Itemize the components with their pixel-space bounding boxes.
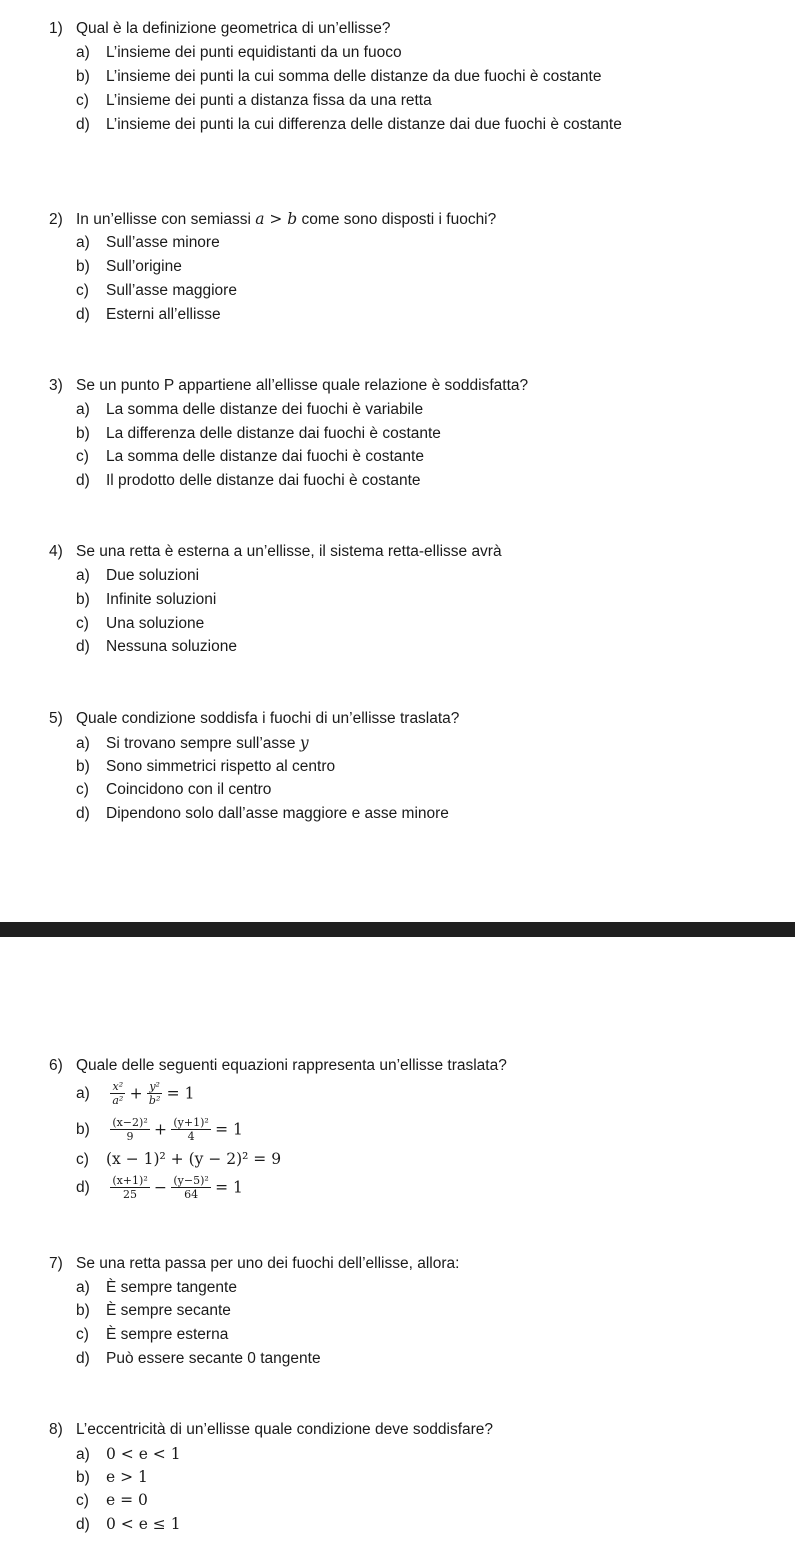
option-text: Sono simmetrici rispetto al centro	[106, 758, 336, 775]
question-7-option-b	[76, 1302, 231, 1320]
question-number: 7)	[49, 1255, 63, 1272]
option-text: L’insieme dei punti la cui differenza delle distanze dai due fuochi è costante	[106, 116, 622, 133]
option-text: Esterni all’ellisse	[106, 306, 221, 323]
option-letter: c)	[76, 781, 89, 798]
option-letter: b)	[76, 1302, 90, 1319]
question-3-option-b	[76, 425, 441, 443]
option-letter: a)	[76, 401, 90, 418]
math-variable: y	[299, 734, 309, 752]
question-text: Se un punto P appartiene all’ellisse quale relazione è soddisfatta?	[76, 377, 529, 394]
option-text: Dipendono solo dall’asse maggiore e asse minore	[106, 805, 449, 822]
equation-rhs: = 1	[166, 1084, 195, 1103]
option-letter: d)	[76, 1350, 90, 1367]
fraction	[171, 1174, 210, 1201]
question-6-option-d	[76, 1174, 243, 1201]
question-number: 4)	[49, 543, 63, 560]
option-letter: d)	[76, 116, 90, 133]
question-3-option-c	[76, 448, 424, 466]
question-8-option-a	[76, 1445, 181, 1464]
option-equation: (x − 1)² + (y − 2)² = 9	[106, 1150, 282, 1168]
question-text: Quale condizione soddisfa i fuochi di un’ellisse traslata?	[76, 710, 460, 727]
option-text: Può essere secante 0 tangente	[106, 1350, 321, 1367]
option-letter: b)	[76, 258, 90, 275]
option-letter: c)	[76, 448, 89, 465]
fraction-denominator: b²	[148, 1094, 161, 1107]
option-letter: b)	[76, 591, 90, 608]
option-letter: c)	[76, 92, 89, 109]
option-letter: a)	[76, 567, 90, 584]
option-letter: a)	[76, 735, 90, 752]
question-1-option-b	[76, 68, 601, 86]
option-text: È sempre secante	[106, 1302, 231, 1319]
option-inequality: e = 0	[106, 1491, 148, 1509]
question-5-option-c	[76, 781, 271, 799]
option-letter: d)	[76, 472, 90, 489]
question-text-continued: come sono disposti i fuochi?	[301, 211, 497, 228]
question-1-option-c	[76, 92, 432, 110]
option-text: Nessuna soluzione	[106, 638, 237, 655]
question-2-title	[49, 210, 496, 229]
option-letter: a)	[76, 1279, 90, 1296]
question-6-title	[49, 1057, 507, 1075]
option-text: Coincidono con il centro	[106, 781, 272, 798]
option-letter: c)	[76, 1492, 89, 1509]
fraction	[110, 1116, 149, 1143]
question-4-option-a	[76, 567, 199, 585]
question-6-option-b	[76, 1116, 243, 1143]
question-1-option-d	[76, 116, 622, 134]
question-number: 2)	[49, 211, 63, 228]
option-letter: c)	[76, 615, 89, 632]
fraction-numerator: x²	[110, 1080, 125, 1094]
option-letter: c)	[76, 282, 89, 299]
option-text: La somma delle distanze dei fuochi è variabile	[106, 401, 424, 418]
option-letter: b)	[76, 758, 90, 775]
operator: +	[154, 1120, 168, 1139]
option-letter: d)	[76, 638, 90, 655]
fraction	[171, 1116, 210, 1143]
option-text: L’insieme dei punti a distanza fissa da una retta	[106, 92, 432, 109]
option-inequality: e > 1	[106, 1468, 148, 1486]
question-3-option-d	[76, 472, 421, 490]
operator: −	[154, 1178, 168, 1197]
question-7-option-d	[76, 1350, 321, 1368]
question-text: L’eccentricità di un’ellisse quale condizione deve soddisfare?	[76, 1421, 494, 1438]
question-4-option-b	[76, 591, 216, 609]
question-6-option-c	[76, 1150, 281, 1169]
option-text: Si trovano sempre sull’asse	[106, 735, 296, 752]
option-text: Infinite soluzioni	[106, 591, 217, 608]
fraction-numerator: (y−5)²	[173, 1174, 209, 1187]
question-1-option-a	[76, 44, 402, 62]
option-letter: a)	[76, 1446, 90, 1463]
option-letter: a)	[76, 1084, 90, 1102]
question-2-option-c	[76, 282, 237, 300]
question-8-title	[49, 1421, 493, 1439]
fraction-numerator: (x−2)²	[112, 1116, 148, 1129]
question-text: Se una retta è esterna a un’ellisse, il sistema retta-ellisse avrà	[76, 543, 502, 560]
question-number: 8)	[49, 1421, 63, 1438]
question-5-option-a	[76, 734, 309, 753]
option-text: La differenza delle distanze dai fuochi è costante	[106, 425, 441, 442]
question-8-option-d	[76, 1515, 181, 1534]
question-4-title	[49, 543, 502, 561]
fraction-denominator: 4	[187, 1130, 195, 1143]
question-3-option-a	[76, 401, 423, 419]
equation-rhs: = 1	[215, 1120, 243, 1139]
page-divider	[0, 922, 795, 937]
option-text: È sempre tangente	[106, 1279, 237, 1296]
option-letter: d)	[76, 306, 90, 323]
question-3-title	[49, 377, 528, 395]
question-number: 3)	[49, 377, 63, 394]
option-letter: c)	[76, 1326, 89, 1343]
option-text: Sull’asse maggiore	[106, 282, 237, 299]
question-number: 5)	[49, 710, 63, 727]
option-text: L’insieme dei punti la cui somma delle distanze da due fuochi è costante	[106, 68, 602, 85]
question-5-option-d	[76, 805, 449, 823]
equation-rhs: = 1	[215, 1178, 243, 1197]
math-expression: a > b	[255, 210, 298, 228]
option-letter: b)	[76, 68, 90, 85]
question-2-option-a	[76, 234, 220, 252]
question-7-option-a	[76, 1279, 237, 1297]
option-text: La somma delle distanze dai fuochi è costante	[106, 448, 424, 465]
question-text: Quale delle seguenti equazioni rappresenta un’ellisse traslata?	[76, 1057, 507, 1074]
option-text: Sull’origine	[106, 258, 182, 275]
operator: +	[129, 1084, 143, 1103]
question-number: 6)	[49, 1057, 63, 1074]
question-2-option-b	[76, 258, 182, 276]
option-letter: b)	[76, 1120, 90, 1138]
fraction	[147, 1080, 162, 1107]
question-8-option-b	[76, 1468, 148, 1487]
option-inequality: 0 < e ≤ 1	[106, 1515, 181, 1533]
question-4-option-d	[76, 638, 237, 656]
option-letter: b)	[76, 1469, 90, 1486]
question-2-option-d	[76, 306, 221, 324]
option-text: Il prodotto delle distanze dai fuochi è costante	[106, 472, 421, 489]
option-letter: c)	[76, 1151, 89, 1168]
fraction	[110, 1080, 125, 1107]
question-text: In un’ellisse con semiassi	[76, 211, 251, 228]
question-8-option-c	[76, 1491, 148, 1510]
option-letter: d)	[76, 1516, 90, 1533]
option-text: Una soluzione	[106, 615, 205, 632]
question-text: Se una retta passa per uno dei fuochi dell’ellisse, allora:	[76, 1255, 460, 1272]
option-letter: d)	[76, 1178, 90, 1196]
option-letter: b)	[76, 425, 90, 442]
question-7-option-c	[76, 1326, 228, 1344]
fraction-denominator: 9	[126, 1130, 134, 1143]
question-1-title	[49, 20, 391, 38]
question-5-option-b	[76, 758, 335, 776]
fraction	[110, 1174, 149, 1201]
option-letter: a)	[76, 44, 90, 61]
fraction-numerator: (y+1)²	[173, 1116, 209, 1129]
question-text: Qual è la definizione geometrica di un’ellisse?	[76, 20, 391, 37]
question-7-title	[49, 1255, 459, 1273]
option-text: È sempre esterna	[106, 1326, 229, 1343]
option-text: L’insieme dei punti equidistanti da un fuoco	[106, 44, 402, 61]
fraction-numerator: (x+1)²	[112, 1174, 148, 1187]
question-4-option-c	[76, 615, 204, 633]
option-text: Sull’asse minore	[106, 234, 220, 251]
question-6-option-a	[76, 1080, 194, 1107]
option-letter: a)	[76, 234, 90, 251]
option-letter: d)	[76, 805, 90, 822]
option-text: Due soluzioni	[106, 567, 200, 584]
fraction-denominator: 25	[123, 1188, 138, 1201]
fraction-denominator: 64	[184, 1188, 199, 1201]
option-inequality: 0 < e < 1	[106, 1445, 181, 1463]
fraction-numerator: y²	[147, 1080, 162, 1094]
question-5-title	[49, 710, 459, 728]
fraction-denominator: a²	[112, 1094, 124, 1107]
question-number: 1)	[49, 20, 63, 37]
